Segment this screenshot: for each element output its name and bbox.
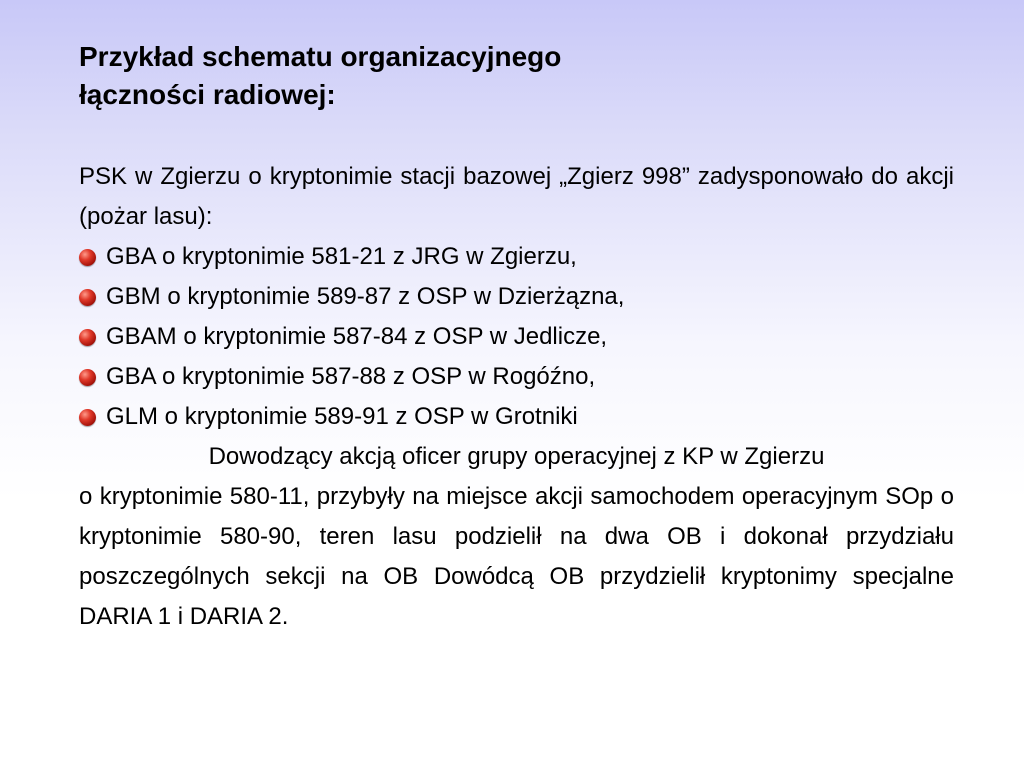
- red-sphere-bullet-icon: [79, 329, 96, 346]
- intro-paragraph: PSK w Zgierzu o kryptonimie stacji bazowej „Zgierz 998” zadysponowało do akcji (pożar lasu):: [79, 163, 954, 230]
- list-item-text: GBAM o kryptonimie 587-84 z OSP w Jedlicze,: [106, 323, 608, 350]
- title-line-2: łączności radiowej:: [79, 79, 336, 110]
- red-sphere-bullet-icon: [79, 409, 96, 426]
- slide-title: [79, 38, 954, 114]
- list-item: [79, 277, 954, 317]
- closing-paragraph: o kryptonimie 580-11, przybyły na miejsce akcji samochodem operacyjnym SOp o kryptonimie 580-90, teren lasu podzielił na dwa OB i dokonał przydziału poszczególnych sekcji na OB Dowódcą OB przydzielił kryptonimy specjalne DARIA 1 i DARIA 2.: [79, 483, 954, 630]
- red-sphere-bullet-icon: [79, 289, 96, 306]
- list-item: [79, 357, 954, 397]
- list-item-text: GBM o kryptonimie 589-87 z OSP w Dzierżązna,: [106, 283, 625, 310]
- red-sphere-bullet-icon: [79, 369, 96, 386]
- commander-paragraph: Dowodzący akcją oficer grupy operacyjnej z KP w Zgierzu: [208, 443, 825, 470]
- list-item: [79, 397, 954, 437]
- red-sphere-bullet-icon: [79, 249, 96, 266]
- unit-list: [79, 237, 954, 437]
- list-item-text: GBA o kryptonimie 587-88 z OSP w Rogóźno,: [106, 363, 596, 390]
- list-item-text: GBA o kryptonimie 581-21 z JRG w Zgierzu,: [106, 243, 577, 270]
- slide-content: [79, 38, 954, 637]
- title-line-1: Przykład schematu organizacyjnego: [79, 41, 562, 72]
- list-item: [79, 237, 954, 277]
- list-item: [79, 317, 954, 357]
- list-item-text: GLM o kryptonimie 589-91 z OSP w Grotniki: [106, 403, 578, 430]
